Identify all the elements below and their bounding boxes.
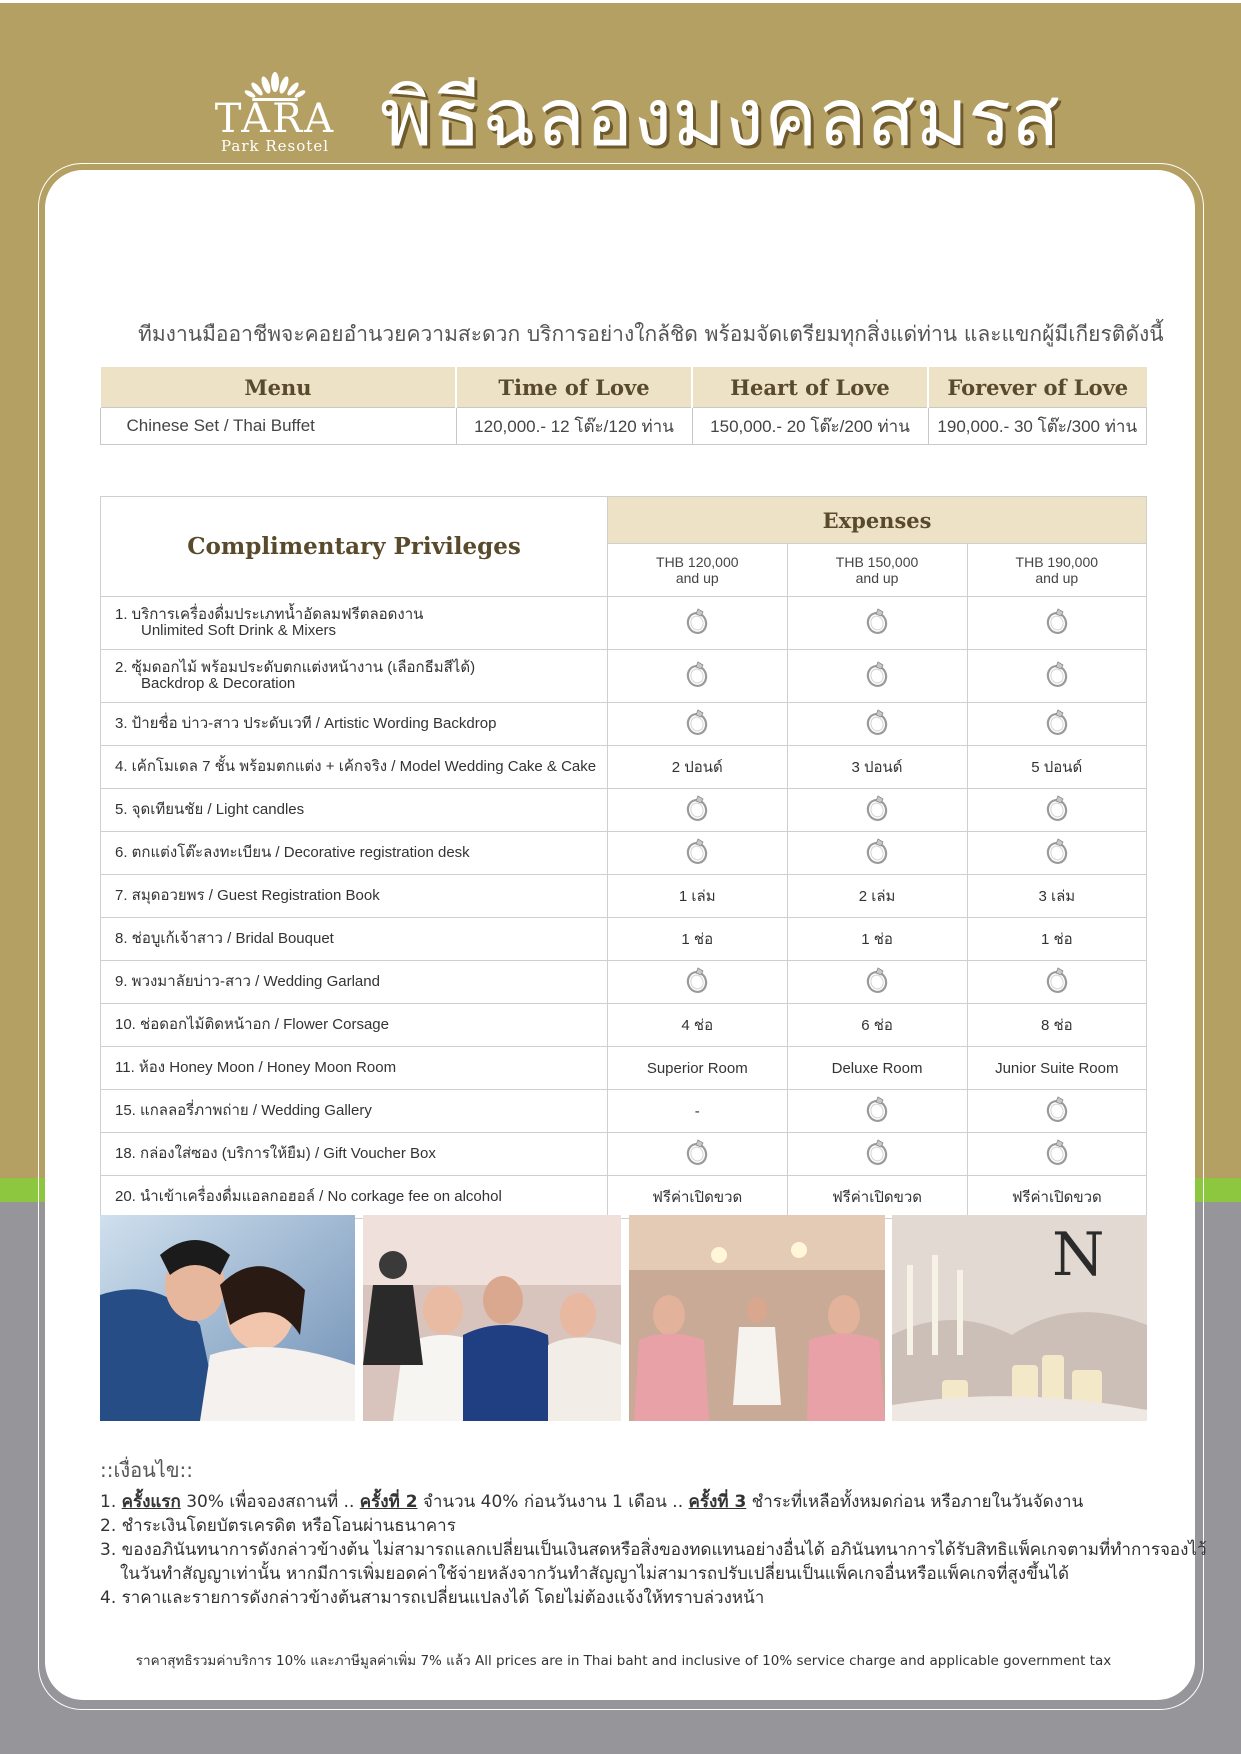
ring-icon-cell [967,1133,1146,1176]
tier-price: THB 150,000 [835,554,919,570]
privilege-row [101,1047,1147,1090]
ring-icon [684,966,710,998]
privilege-value: Superior Room [608,1047,787,1090]
privilege-value: ฟรีค่าเปิดขวด [967,1176,1146,1219]
privilege-label-text: 20. นำเข้าเครื่องดื่มแอลกอฮอล์ / No corkage fee on alcohol [115,1188,502,1205]
svg-text:N: N [1052,1220,1105,1290]
privilege-label [101,832,608,875]
privilege-label [101,1133,608,1176]
ring-icon-cell [967,832,1146,875]
tier-price: THB 190,000 [1015,554,1099,570]
privilege-value: 6 ช่อ [787,1004,967,1047]
ring-icon-cell [967,650,1146,703]
privilege-row [101,1004,1147,1047]
tier-price: THB 120,000 [656,554,739,570]
privilege-value: 3 เล่ม [967,875,1146,918]
privilege-label [101,650,608,703]
privilege-label [101,746,608,789]
privilege-value: ฟรีค่าเปิดขวด [608,1176,787,1219]
tier-suffix: and up [1035,570,1079,586]
privilege-value: 1 เล่ม [608,875,787,918]
privilege-label-text: 18. กล่องใส่ซอง (บริการให้ยืม) / Gift Voucher Box [115,1145,436,1162]
ring-icon-cell [787,832,967,875]
expenses-label: Expenses [787,497,967,544]
condition-term: ครั้งที่ 3 [688,1492,747,1512]
expenses-cell-blank [608,497,787,544]
ring-icon-cell [967,789,1146,832]
condition-1 [100,1490,1160,1514]
privilege-value: 2 เล่ม [787,875,967,918]
package-header: Heart of Love [692,367,928,408]
ring-icon-cell [608,597,787,650]
ring-icon [864,966,890,998]
ring-icon-cell [787,650,967,703]
ring-icon [1044,794,1070,826]
candles-decor-photo [892,1215,1147,1421]
ring-icon [1044,708,1070,740]
privilege-row [101,1176,1147,1219]
ring-icon [684,607,710,639]
privilege-label-text: 5. จุดเทียนชัย / Light candles [115,801,305,818]
ring-icon [1044,966,1070,998]
package-header: Forever of Love [928,367,1147,408]
logo-subtitle: Park Resotel [221,137,329,155]
ring-icon-cell [967,1090,1146,1133]
privilege-value: 8 ช่อ [967,1004,1146,1047]
ring-icon-cell [608,650,787,703]
privileges-table [100,496,1147,1219]
ring-icon-cell [967,597,1146,650]
ring-icon-cell [787,1133,967,1176]
condition-3-cont: ในวันทำสัญญาเท่านั้น หากมีการเพิ่มยอดค่าใช้จ่ายหลังจากวันทำสัญญาไม่สามารถปรับเปลี่ยนเป็นแพ็คเกจอื่นหรือแพ็คเกจที่สูงขึ้นได้ [120,1564,1070,1584]
ring-icon [1044,837,1070,869]
privilege-label-text: 6. ตกแต่งโต๊ะลงทะเบียน / Decorative registration desk [115,844,470,861]
privilege-label [101,918,608,961]
ring-icon-cell [967,703,1146,746]
condition-text: ชำระที่เหลือทั้งหมดก่อน หรือภายในวันจัดงาน [746,1492,1084,1512]
privilege-label-text: 3. ป้ายชื่อ บ่าว-สาว ประดับเวที / Artistic Wording Backdrop [115,715,497,732]
tier-header [787,544,967,597]
ring-icon [1044,1138,1070,1170]
privileges-title: Complimentary Privileges [101,497,608,597]
privilege-value: 5 ปอนด์ [967,746,1146,789]
privilege-value: ฟรีค่าเปิดขวด [787,1176,967,1219]
ring-icon-cell [787,703,967,746]
package-cell: Chinese Set / Thai Buffet [100,408,456,445]
tier-header [608,544,787,597]
privilege-label [101,875,608,918]
condition-2: 2. ชำระเงินโดยบัตรเครดิต หรือโอนผ่านธนาคาร [100,1516,456,1536]
condition-number: 1. [100,1492,122,1512]
ring-icon [864,607,890,639]
ring-icon [864,1095,890,1127]
privilege-label-text: 9. พวงมาลัยบ่าว-สาว / Wedding Garland [115,973,380,990]
wedding-hall-photo [629,1215,885,1421]
privilege-label-text: 15. แกลลอรี่ภาพถ่าย / Wedding Gallery [115,1102,372,1119]
package-header-row [100,367,1147,408]
privilege-label [101,1004,608,1047]
package-cell: 120,000.- 12 โต๊ะ/120 ท่าน [456,408,692,445]
privilege-value: 1 ช่อ [608,918,787,961]
ring-icon-cell [787,789,967,832]
privilege-label-text: 1. บริการเครื่องดื่มประเภทน้ำอัดลมฟรีตลอดงาน [115,606,424,623]
ring-icon-cell [787,597,967,650]
ring-icon [864,794,890,826]
ring-icon-cell [608,1133,787,1176]
privilege-value: 4 ช่อ [608,1004,787,1047]
privilege-value: - [608,1090,787,1133]
ring-icon [684,1138,710,1170]
privilege-label [101,789,608,832]
tier-header [967,544,1146,597]
photo-strip [100,1215,1147,1421]
top-stripe [0,0,1241,3]
condition-4: 4. ราคาและรายการดังกล่าวข้างต้นสามารถเปลี่ยนแปลงได้ โดยไม่ต้องแจ้งให้ทราบล่วงหน้า [100,1588,765,1608]
privilege-label-english: Unlimited Soft Drink & Mixers [141,622,337,639]
privilege-label [101,961,608,1004]
ring-icon [864,660,890,692]
privilege-label [101,1176,608,1219]
wedding-couple-photo [100,1215,355,1421]
privilege-value: 2 ปอนด์ [608,746,787,789]
ring-icon [684,794,710,826]
privilege-value: Deluxe Room [787,1047,967,1090]
ring-icon-cell [608,703,787,746]
privilege-row [101,1133,1147,1176]
ring-icon [1044,607,1070,639]
privilege-label-text: 4. เค้กโมเดล 7 ชั้น พร้อมตกแต่ง + เค้กจริง / Model Wedding Cake & Cake [115,758,597,775]
package-header: Time of Love [456,367,692,408]
privilege-value: 3 ปอนด์ [787,746,967,789]
privilege-label [101,1090,608,1133]
tara-logo [205,72,345,162]
privilege-row [101,597,1147,650]
ring-icon [864,708,890,740]
condition-term: ครั้งแรก [121,1492,181,1512]
page-title: พิธีฉลองมงคลสมรส [380,73,1060,162]
privileges-header-row [101,497,1147,544]
package-header: Menu [100,367,456,408]
ring-icon-cell [608,961,787,1004]
privilege-label [101,597,608,650]
wedding-procession-photo [363,1215,621,1421]
ring-icon [1044,660,1070,692]
intro-text: ทีมงานมืออาชีพจะคอยอำนวยความสะดวก บริการอย่างใกล้ชิด พร้อมจัดเตรียมทุกสิ่งแด่ท่าน และแขกผู้มีเกียรติดังนี้ [138,322,1164,346]
privilege-label [101,703,608,746]
expenses-cell-blank [967,497,1146,544]
ring-icon-cell [787,961,967,1004]
privilege-row [101,703,1147,746]
logo-name: TARA [214,96,336,142]
privilege-label-text: 7. สมุดอวยพร / Guest Registration Book [115,887,380,904]
privilege-label-english: Backdrop & Decoration [141,675,296,692]
privilege-value: 1 ช่อ [787,918,967,961]
condition-text: 30% เพื่อจองสถานที่ .. [180,1492,360,1512]
privilege-row [101,1090,1147,1133]
condition-3: 3. ของอภินันทนาการดังกล่าวข้างต้น ไม่สามารถแลกเปลี่ยนเป็นเงินสดหรือสิ่งของทดแทนอย่างอื่นได้ อภินันทนาการได้รับสิทธิแพ็คเกจตามที่ทำการจองไว้ [100,1540,1207,1560]
ring-icon [684,837,710,869]
ring-icon [864,1138,890,1170]
privilege-label-text: 8. ช่อบูเก้เจ้าสาว / Bridal Bouquet [115,930,334,947]
package-cell: 190,000.- 30 โต๊ะ/300 ท่าน [928,408,1147,445]
privilege-value: 1 ช่อ [967,918,1146,961]
price-footnote: ราคาสุทธิรวมค่าบริการ 10% และภาษีมูลค่าเพิ่ม 7% แล้ว All prices are in Thai baht and inclusive of 10% service charge and applicable government tax [135,1653,1112,1669]
ring-icon-cell [787,1090,967,1133]
tier-suffix: and up [855,570,899,586]
privilege-row [101,918,1147,961]
privilege-label-text: 11. ห้อง Honey Moon / Honey Moon Room [115,1059,397,1076]
privilege-row [101,875,1147,918]
ring-icon-cell [608,789,787,832]
condition-text: จำนวน 40% ก่อนวันงาน 1 เดือน .. [417,1492,689,1512]
ring-icon-cell [967,961,1146,1004]
privilege-row [101,961,1147,1004]
ring-icon [684,708,710,740]
ring-icon [864,837,890,869]
privilege-label-text: 10. ช่อดอกไม้ติดหน้าอก / Flower Corsage [115,1016,389,1033]
privilege-row [101,832,1147,875]
privilege-label-text: 2. ซุ้มดอกไม้ พร้อมประดับตกแต่งหน้างาน (เลือกธีมสีได้) [115,659,476,676]
package-table [99,367,1147,445]
conditions-title: ::เงื่อนไข:: [100,1458,193,1482]
package-cell: 150,000.- 20 โต๊ะ/200 ท่าน [692,408,928,445]
tier-suffix: and up [675,570,719,586]
privilege-row [101,746,1147,789]
ring-icon [1044,1095,1070,1127]
privilege-label [101,1047,608,1090]
privilege-row [101,789,1147,832]
privilege-row [101,650,1147,703]
ring-icon-cell [608,832,787,875]
package-row [100,408,1147,445]
conditions-list [100,1490,1207,1610]
condition-term: ครั้งที่ 2 [359,1492,418,1512]
ring-icon [684,660,710,692]
privilege-value: Junior Suite Room [967,1047,1146,1090]
